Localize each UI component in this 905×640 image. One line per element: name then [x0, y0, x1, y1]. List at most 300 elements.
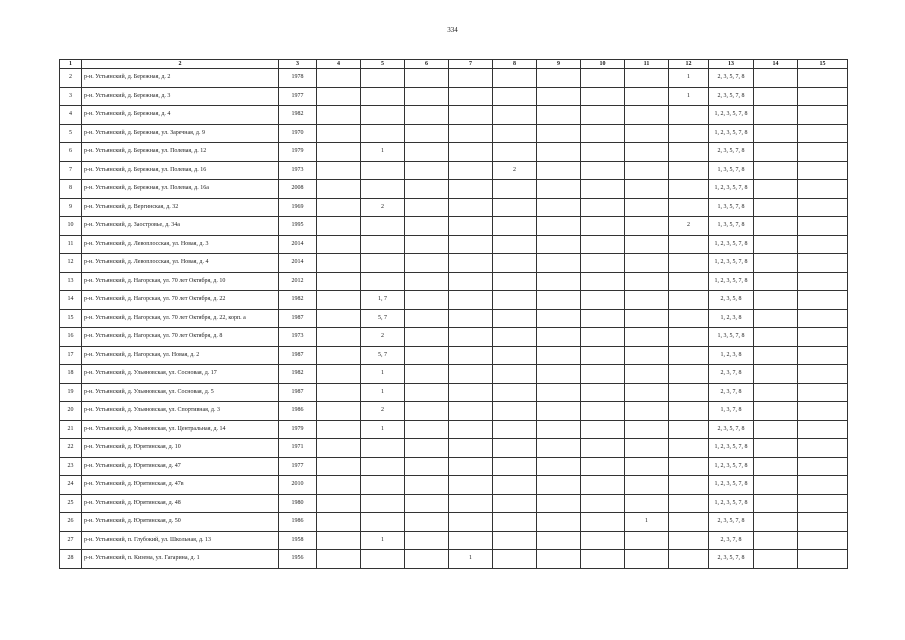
address-cell: р-н. Устьянский, д. Ульяновская, ул. Сосновая, д. 17 [82, 365, 279, 384]
table-cell [405, 531, 449, 550]
table-cell [581, 180, 625, 199]
table-cell [798, 272, 848, 291]
table-cell: 24 [60, 476, 82, 495]
table-cell [449, 365, 493, 384]
table-cell [581, 476, 625, 495]
table-cell [317, 272, 361, 291]
table-cell [669, 328, 709, 347]
table-cell: 2014 [279, 235, 317, 254]
table-cell [798, 291, 848, 310]
table-cell [449, 457, 493, 476]
table-cell [493, 309, 537, 328]
table-row [60, 106, 848, 125]
table-cell [361, 217, 405, 236]
table-cell [317, 365, 361, 384]
table-cell [625, 383, 669, 402]
table-cell: 1, 2, 3, 5, 7, 8 [709, 439, 754, 458]
table-cell [625, 439, 669, 458]
table-cell [405, 198, 449, 217]
table-cell [317, 513, 361, 532]
table-cell: 1 [361, 531, 405, 550]
table-row [60, 217, 848, 236]
table-cell [754, 217, 798, 236]
table-cell [754, 476, 798, 495]
table-cell [581, 143, 625, 162]
table-cell: 21 [60, 420, 82, 439]
table-cell: 1 [669, 69, 709, 88]
address-cell: р-н. Устьянский, д. Бережная, ул. Полевая, д. 16а [82, 180, 279, 199]
table-cell: 2, 3, 7, 8 [709, 383, 754, 402]
table-cell [405, 291, 449, 310]
table-cell [754, 87, 798, 106]
table-cell: 23 [60, 457, 82, 476]
table-cell [798, 143, 848, 162]
table-cell [754, 254, 798, 273]
table-cell [361, 87, 405, 106]
table-row [60, 309, 848, 328]
table-cell [405, 309, 449, 328]
address-cell: р-н. Устьянский, д. Бережная, ул. Полевая, д. 16 [82, 161, 279, 180]
table-cell [754, 328, 798, 347]
table-cell [581, 217, 625, 236]
table-cell [317, 235, 361, 254]
table-cell [798, 531, 848, 550]
table-cell [361, 69, 405, 88]
table-cell [493, 365, 537, 384]
table-cell: 11 [60, 235, 82, 254]
table-cell [493, 124, 537, 143]
table-cell: 5, 7 [361, 346, 405, 365]
table-cell: 1973 [279, 161, 317, 180]
table-cell [798, 439, 848, 458]
table-cell [581, 198, 625, 217]
table-cell [754, 457, 798, 476]
table-cell [669, 513, 709, 532]
address-cell: р-н. Устьянский, п. Глубокий, ул. Школьная, д. 13 [82, 531, 279, 550]
table-cell [317, 106, 361, 125]
column-header-6: 6 [405, 60, 449, 69]
table-cell [625, 531, 669, 550]
table-cell: 1 [361, 365, 405, 384]
table-cell [754, 402, 798, 421]
address-cell: р-н. Устьянский, д. Левоплосская, ул. Новая, д. 4 [82, 254, 279, 273]
table-cell [754, 235, 798, 254]
table-cell [317, 439, 361, 458]
address-cell: р-н. Устьянский, д. Заостровье, д. 34а [82, 217, 279, 236]
table-cell: 1 [625, 513, 669, 532]
table-cell [405, 254, 449, 273]
table-cell [798, 180, 848, 199]
table-cell: 2, 3, 5, 7, 8 [709, 550, 754, 569]
table-cell: 2, 3, 5, 7, 8 [709, 143, 754, 162]
table-cell [625, 254, 669, 273]
table-cell [754, 143, 798, 162]
table-cell: 19 [60, 383, 82, 402]
table-cell: 1, 2, 3, 8 [709, 346, 754, 365]
table-cell: 2, 3, 7, 8 [709, 365, 754, 384]
table-cell: 1973 [279, 328, 317, 347]
table-cell [493, 420, 537, 439]
table-cell [537, 106, 581, 125]
table-row [60, 420, 848, 439]
table-cell [405, 143, 449, 162]
table-cell [581, 494, 625, 513]
register-table [59, 59, 848, 569]
table-cell: 2012 [279, 272, 317, 291]
table-cell [317, 69, 361, 88]
table-cell [798, 217, 848, 236]
table-cell [493, 531, 537, 550]
table-cell [625, 550, 669, 569]
table-cell [754, 494, 798, 513]
table-cell: 27 [60, 531, 82, 550]
table-cell [405, 494, 449, 513]
table-cell: 10 [60, 217, 82, 236]
table-cell: 1, 3, 5, 7, 8 [709, 328, 754, 347]
table-cell [669, 235, 709, 254]
table-cell [669, 272, 709, 291]
table-cell [449, 531, 493, 550]
table-cell: 25 [60, 494, 82, 513]
address-cell: р-н. Устьянский, д. Ульяновская, ул. Сосновая, д. 5 [82, 383, 279, 402]
table-cell [361, 124, 405, 143]
table-row [60, 550, 848, 569]
table-cell [449, 124, 493, 143]
table-cell [537, 402, 581, 421]
table-cell [798, 365, 848, 384]
table-cell: 1987 [279, 383, 317, 402]
table-cell: 1 [449, 550, 493, 569]
table-cell [493, 550, 537, 569]
table-cell [798, 309, 848, 328]
table-cell [754, 309, 798, 328]
address-cell: р-н. Устьянский, д. Бережная, д. 2 [82, 69, 279, 88]
table-cell [405, 161, 449, 180]
table-cell [449, 439, 493, 458]
table-cell: 4 [60, 106, 82, 125]
table-cell [405, 217, 449, 236]
column-header-13: 13 [709, 60, 754, 69]
table-cell [537, 69, 581, 88]
table-cell [493, 272, 537, 291]
table-cell [798, 494, 848, 513]
table-cell [798, 124, 848, 143]
column-header-15: 15 [798, 60, 848, 69]
table-cell [625, 457, 669, 476]
table-cell [581, 272, 625, 291]
table-cell [449, 328, 493, 347]
table-cell: 1979 [279, 143, 317, 162]
address-cell: р-н. Устьянский, д. Юрятинская, д. 47в [82, 476, 279, 495]
table-cell [537, 420, 581, 439]
table-cell [537, 439, 581, 458]
table-cell [669, 346, 709, 365]
table-cell [625, 198, 669, 217]
table-cell: 1, 3, 7, 8 [709, 402, 754, 421]
table-cell [625, 180, 669, 199]
table-cell [317, 420, 361, 439]
table-cell: 2 [361, 328, 405, 347]
table-cell [317, 550, 361, 569]
table-cell [625, 420, 669, 439]
table-cell [537, 198, 581, 217]
table-cell [317, 198, 361, 217]
table-cell [669, 291, 709, 310]
table-cell [405, 346, 449, 365]
table-cell [537, 161, 581, 180]
table-cell [449, 69, 493, 88]
table-cell [361, 439, 405, 458]
table-cell [669, 476, 709, 495]
table-cell: 6 [60, 143, 82, 162]
table-cell: 2, 3, 5, 7, 8 [709, 420, 754, 439]
table-cell: 1986 [279, 402, 317, 421]
table-cell [754, 124, 798, 143]
table-row [60, 383, 848, 402]
table-cell [669, 365, 709, 384]
table-cell: 14 [60, 291, 82, 310]
table-cell [537, 531, 581, 550]
table-cell [493, 143, 537, 162]
table-cell [581, 365, 625, 384]
table-cell [798, 161, 848, 180]
table-row [60, 346, 848, 365]
header-row [60, 60, 848, 69]
table-cell [317, 217, 361, 236]
table-cell [625, 161, 669, 180]
table-cell: 3 [60, 87, 82, 106]
table-cell: 2014 [279, 254, 317, 273]
table-cell: 1, 2, 3, 5, 7, 8 [709, 476, 754, 495]
table-cell [405, 420, 449, 439]
table-cell [625, 328, 669, 347]
table-cell [798, 346, 848, 365]
table-cell [405, 457, 449, 476]
table-cell [798, 550, 848, 569]
table-cell [754, 69, 798, 88]
table-cell [754, 161, 798, 180]
table-cell [493, 291, 537, 310]
table-cell [754, 439, 798, 458]
table-cell: 2, 3, 7, 8 [709, 531, 754, 550]
table-cell: 1, 2, 3, 5, 7, 8 [709, 124, 754, 143]
table-cell [798, 106, 848, 125]
table-cell [405, 550, 449, 569]
table-body [60, 69, 848, 569]
table-cell [361, 476, 405, 495]
table-row [60, 365, 848, 384]
table-cell [449, 272, 493, 291]
column-header-11: 11 [625, 60, 669, 69]
table-cell [361, 494, 405, 513]
table-cell [798, 328, 848, 347]
column-header-12: 12 [669, 60, 709, 69]
table-row [60, 272, 848, 291]
table-cell [493, 87, 537, 106]
table-cell [625, 143, 669, 162]
table-cell [493, 513, 537, 532]
table-cell [669, 180, 709, 199]
table-cell [537, 217, 581, 236]
table-cell [625, 494, 669, 513]
table-cell [754, 180, 798, 199]
table-cell [317, 124, 361, 143]
table-row [60, 198, 848, 217]
column-header-14: 14 [754, 60, 798, 69]
table-cell [449, 161, 493, 180]
table-cell [798, 476, 848, 495]
table-cell [449, 291, 493, 310]
table-row [60, 87, 848, 106]
table-cell [361, 254, 405, 273]
column-header-7: 7 [449, 60, 493, 69]
table-cell [537, 124, 581, 143]
table-cell: 7 [60, 161, 82, 180]
table-row [60, 476, 848, 495]
table-cell: 1, 3, 5, 7, 8 [709, 161, 754, 180]
table-cell: 1 [361, 383, 405, 402]
table-cell [405, 402, 449, 421]
address-cell: р-н. Устьянский, д. Юрятинская, д. 10 [82, 439, 279, 458]
address-cell: р-н. Устьянский, д. Нагорская, ул. 70 лет Октября, д. 22, корп. а [82, 309, 279, 328]
address-cell: р-н. Устьянский, д. Ульяновская, ул. Спортивная, д. 3 [82, 402, 279, 421]
table-cell [493, 106, 537, 125]
table-cell: 2 [493, 161, 537, 180]
column-header-5: 5 [361, 60, 405, 69]
table-cell [669, 309, 709, 328]
table-cell [625, 87, 669, 106]
table-cell [317, 309, 361, 328]
table-cell: 1986 [279, 513, 317, 532]
table-cell [361, 513, 405, 532]
table-row [60, 439, 848, 458]
table-cell [537, 87, 581, 106]
table-cell [669, 143, 709, 162]
table-cell [798, 383, 848, 402]
table-cell [798, 69, 848, 88]
table-cell: 1987 [279, 309, 317, 328]
table-cell [669, 402, 709, 421]
table-cell [581, 69, 625, 88]
table-cell [754, 291, 798, 310]
table-cell: 1977 [279, 457, 317, 476]
table-cell [317, 254, 361, 273]
table-cell [449, 346, 493, 365]
table-cell [405, 513, 449, 532]
table-cell: 2 [60, 69, 82, 88]
table-cell [625, 346, 669, 365]
table-cell [581, 550, 625, 569]
table-cell: 8 [60, 180, 82, 199]
table-cell [581, 420, 625, 439]
table-cell [405, 87, 449, 106]
table-cell [754, 346, 798, 365]
table-cell [581, 402, 625, 421]
table-cell [798, 198, 848, 217]
table-cell [625, 272, 669, 291]
table-cell [581, 439, 625, 458]
table-cell [405, 272, 449, 291]
table-cell [537, 365, 581, 384]
table-cell [798, 513, 848, 532]
table-cell: 1, 3, 5, 7, 8 [709, 198, 754, 217]
table-cell [625, 402, 669, 421]
table-cell [317, 87, 361, 106]
table-cell: 2, 3, 5, 7, 8 [709, 69, 754, 88]
table-cell [361, 272, 405, 291]
table-cell [493, 383, 537, 402]
address-cell: р-н. Устьянский, д. Вергинская, д. 32 [82, 198, 279, 217]
table-cell: 1977 [279, 87, 317, 106]
table-cell [361, 550, 405, 569]
column-header-9: 9 [537, 60, 581, 69]
table-cell [798, 254, 848, 273]
table-cell [537, 550, 581, 569]
table-cell [449, 383, 493, 402]
table-cell [625, 291, 669, 310]
table-cell: 9 [60, 198, 82, 217]
table-cell: 1980 [279, 494, 317, 513]
table-cell [317, 531, 361, 550]
table-row [60, 494, 848, 513]
table-cell [493, 180, 537, 199]
table-cell [669, 420, 709, 439]
table-row [60, 180, 848, 199]
table-cell: 1969 [279, 198, 317, 217]
table-cell: 1958 [279, 531, 317, 550]
table-row [60, 161, 848, 180]
table-cell [581, 124, 625, 143]
table-cell [493, 476, 537, 495]
table-cell [493, 494, 537, 513]
table-row [60, 291, 848, 310]
table-cell: 22 [60, 439, 82, 458]
table-cell [537, 457, 581, 476]
table-cell [449, 254, 493, 273]
table-cell [581, 291, 625, 310]
table-cell [537, 513, 581, 532]
table-cell [317, 346, 361, 365]
table-cell: 1, 2, 3, 5, 7, 8 [709, 457, 754, 476]
table-cell [669, 106, 709, 125]
table-cell [405, 69, 449, 88]
table-cell [669, 457, 709, 476]
table-cell [537, 328, 581, 347]
table-cell: 1979 [279, 420, 317, 439]
table-cell [317, 457, 361, 476]
table-cell [581, 513, 625, 532]
address-cell: р-н. Устьянский, д. Бережная, ул. Полевая, д. 12 [82, 143, 279, 162]
table-cell [493, 328, 537, 347]
table-cell [581, 87, 625, 106]
table-cell: 1, 2, 3, 5, 7, 8 [709, 494, 754, 513]
table-cell [625, 365, 669, 384]
table-cell [537, 143, 581, 162]
table-cell [405, 106, 449, 125]
table-cell: 18 [60, 365, 82, 384]
table-cell [754, 365, 798, 384]
table-cell [625, 106, 669, 125]
table-cell [405, 476, 449, 495]
table-cell [317, 328, 361, 347]
table-cell [405, 124, 449, 143]
table-cell [449, 420, 493, 439]
table-cell: 12 [60, 254, 82, 273]
table-cell [537, 346, 581, 365]
table-cell [317, 476, 361, 495]
table-cell: 2 [361, 198, 405, 217]
table-cell [405, 365, 449, 384]
